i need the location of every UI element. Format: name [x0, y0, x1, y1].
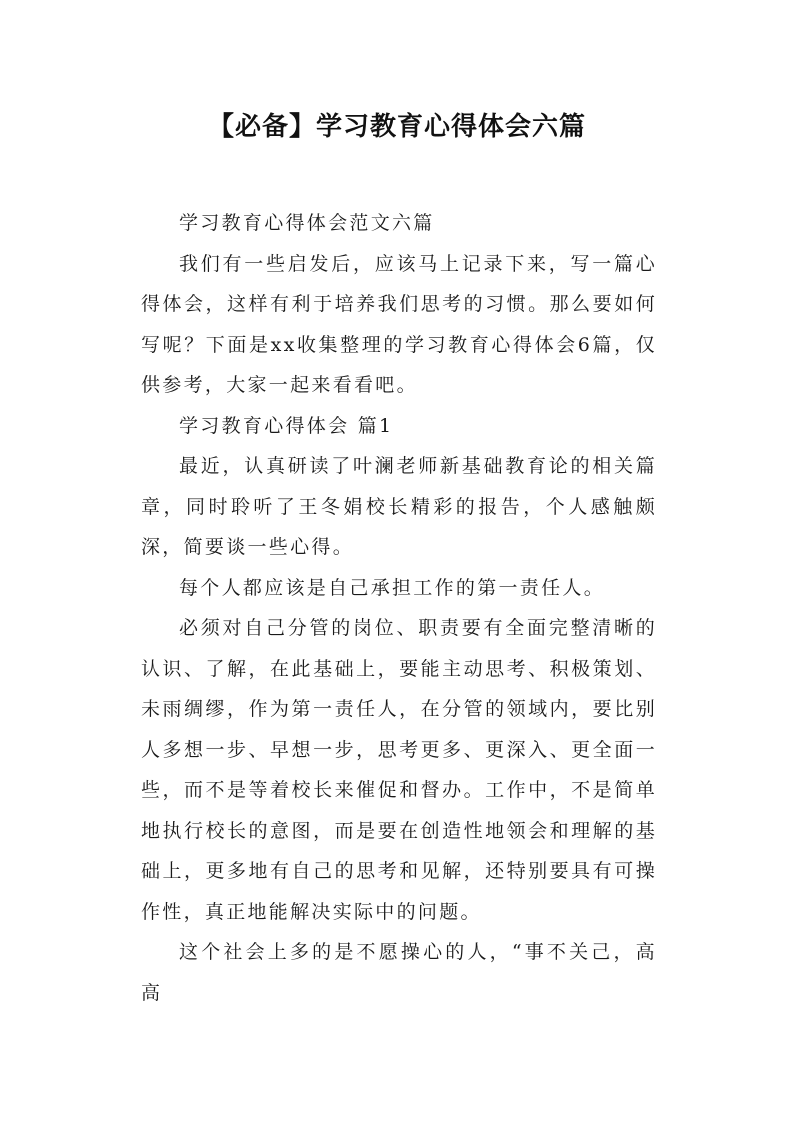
paragraph-section-heading: 学习教育心得体会 篇1 [179, 414, 394, 437]
paragraph-intro: 我们有一些启发后，应该马上记录下来，写一篇心得体会，这样有利于培养我们思考的习惯。那么要如何写呢？下面是xx收集整理的学习教育心得体会6篇，仅供参考，大家一起来看看吧。 [141, 252, 657, 396]
paragraph-subtitle: 学习教育心得体会范文六篇 [179, 212, 435, 234]
paragraph: 这个社会上多的是不愿操心的人，“事不关己，高高 [141, 941, 657, 1004]
paragraph: 每个人都应该是自己承担工作的第一责任人。 [179, 576, 606, 599]
paragraph: 最近，认真研读了叶澜老师新基础教育论的相关篇章，同时聆听了王冬娟校长精彩的报告，个人感触颇深，简要谈一些心得。 [141, 455, 657, 558]
document-body [141, 203, 657, 1013]
paragraph: 必须对自己分管的岗位、职责要有全面完整清晰的认识、了解，在此基础上，要能主动思考、积极策划、未雨绸缪，作为第一责任人，在分管的领域内，要比别人多想一步、早想一步，思考更多、更深入、更全面一些，而不是等着校长来催促和督办。工作中，不是简单地执行校长的意图，而是要在创造性地领会和理解的基础上，更多地有自己的思考和见解，还特别要具有可操作性，真正地能解决实际中的问题。 [141, 617, 657, 923]
document-title: 【必备】学习教育心得体会六篇 [207, 112, 586, 142]
